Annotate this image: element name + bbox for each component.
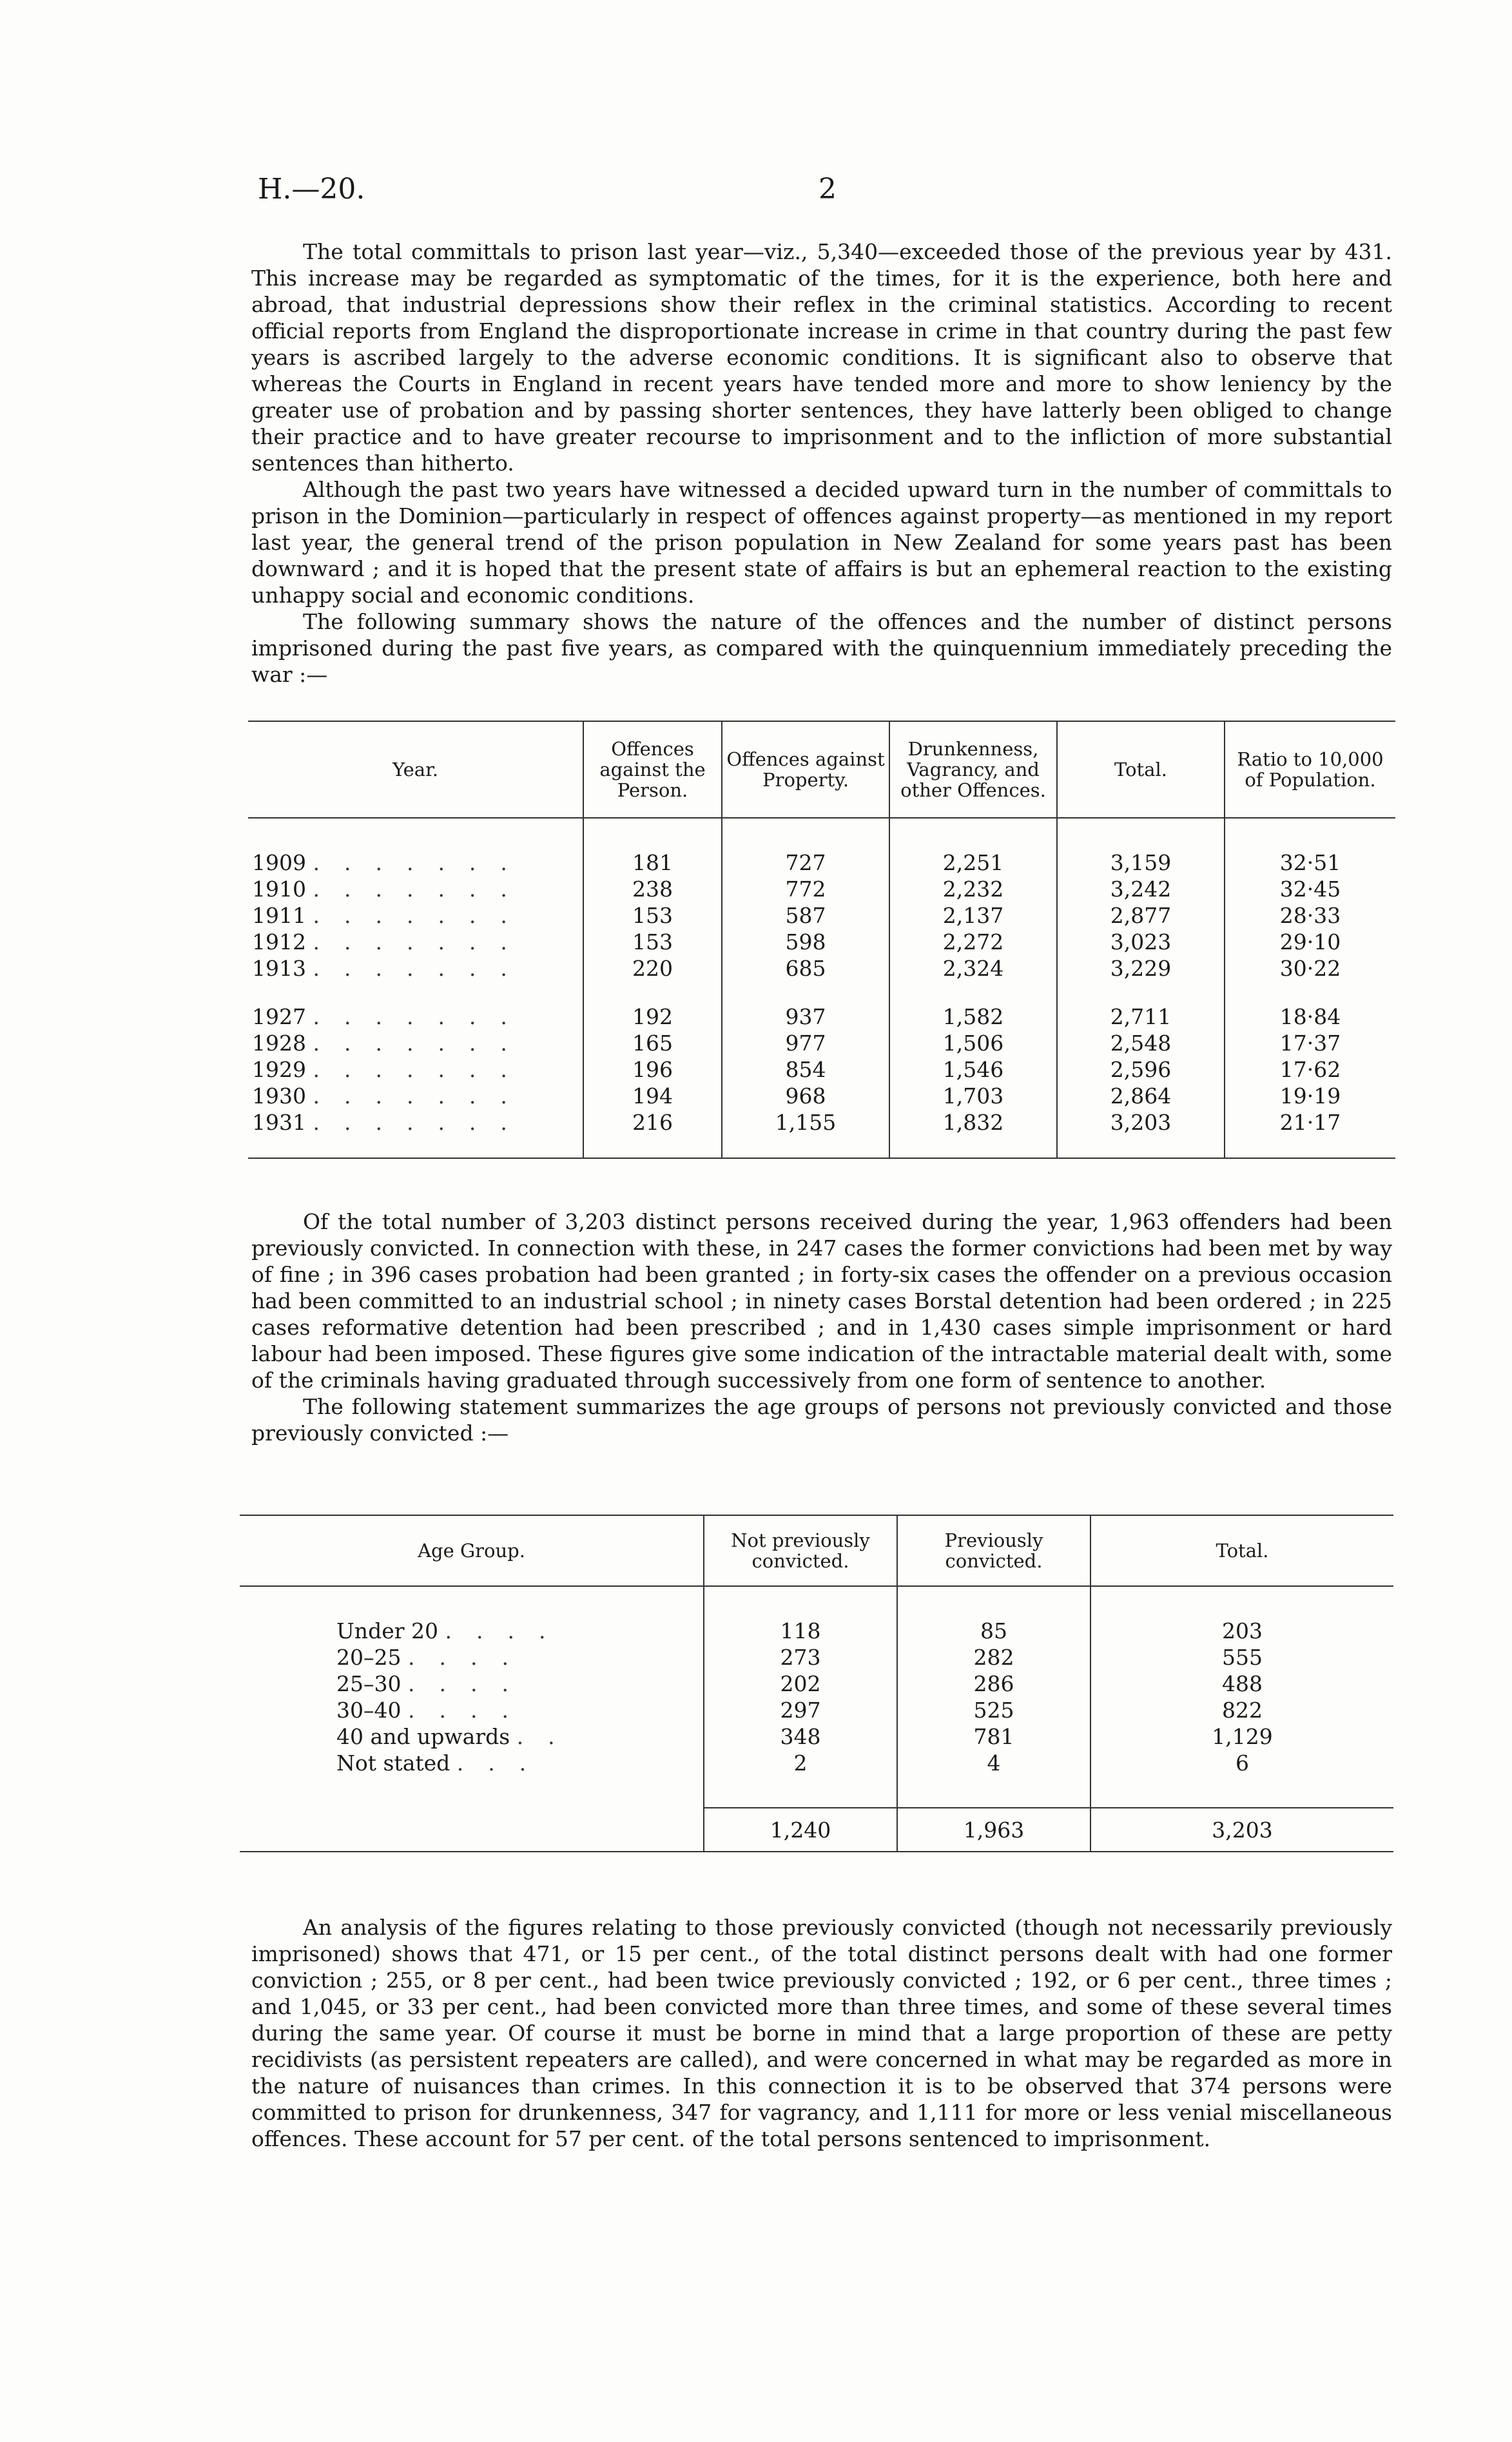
age-group-cell: 40 and upwards	[336, 1724, 510, 1749]
column-header: Ratio to 10,000 of Population.	[1225, 721, 1395, 818]
table-cell: 854	[722, 1056, 889, 1083]
table-header-row	[240, 1515, 1393, 1586]
paragraph-previous-convictions: Of the total number of 3,203 distinct persons received during the year, 1,963 offenders had been previously convicted. In connection with these, in 247 cases the former convictions had been met by way of fine ; in 396 cases probation had been granted ; in forty-six cases the offender on a previous occasion had been committed to an industrial school ; in ninety cases Borstal detention had been ordered ; in 225 cases reformative detention had been prescribed ; and in 1,430 cases simple imprisonment or hard labour had been imposed. These figures give some indication of the intractable material dealt with, some of the criminals having graduated through successively from one form of sentence to another.	[251, 1209, 1392, 1393]
age-group-cell: 20–25	[336, 1645, 402, 1670]
table-cell: 587	[722, 902, 889, 929]
age-group-cell: Under 20	[336, 1618, 438, 1643]
table-cell: 348	[704, 1723, 897, 1750]
age-group-cell: 25–30	[336, 1671, 402, 1696]
column-header: Age Group.	[418, 1540, 525, 1562]
table-row: 1929 ....... 196 854 1,546 2,596 17·62	[248, 1056, 1395, 1083]
year-cell: 1929	[252, 1057, 306, 1082]
table-cell: 17·62	[1225, 1056, 1395, 1083]
table-cell: 28·33	[1225, 902, 1395, 929]
table-cell: 2,137	[889, 902, 1057, 929]
table-row: 1910 ....... 238 772 2,232 3,242 32·45	[248, 876, 1395, 902]
table-row: 30–40 .... 297 525 822	[240, 1697, 1393, 1723]
closing-text	[251, 1914, 1392, 2152]
total-cell: 1,963	[897, 1808, 1090, 1852]
column-header: Offences against Property.	[722, 721, 889, 818]
table-cell: 19·19	[1225, 1083, 1395, 1109]
table-cell: 685	[722, 955, 889, 982]
table-cell: 781	[897, 1723, 1090, 1750]
table-row: 1928 ....... 165 977 1,506 2,548 17·37	[248, 1030, 1395, 1056]
year-cell: 1913	[252, 956, 306, 981]
table-cell: 977	[722, 1030, 889, 1056]
table-cell: 2,711	[1057, 1003, 1225, 1030]
table-cell: 32·51	[1225, 849, 1395, 876]
column-header: Offences against the Person.	[583, 721, 722, 818]
table-cell: 297	[704, 1697, 897, 1723]
offences-table	[248, 721, 1395, 1159]
intro-text	[251, 238, 1392, 688]
table-cell: 6	[1090, 1750, 1393, 1776]
table-cell: 1,129	[1090, 1723, 1393, 1750]
year-cell: 1928	[252, 1031, 306, 1056]
table-cell: 1,506	[889, 1030, 1057, 1056]
table-cell: 196	[583, 1056, 722, 1083]
table-cell: 1,582	[889, 1003, 1057, 1030]
column-header: Previously convicted.	[897, 1515, 1090, 1586]
table-cell: 4	[897, 1750, 1090, 1776]
table-row: 40 and upwards .. 348 781 1,129	[240, 1723, 1393, 1750]
age-group-cell: 30–40	[336, 1698, 402, 1723]
table-cell: 2,548	[1057, 1030, 1225, 1056]
middle-text	[251, 1208, 1392, 1446]
year-cell: 1931	[252, 1110, 306, 1135]
paragraph-trend: Although the past two years have witnessed a decided upward turn in the number of committals to prison in the Dominion—particularly in respect of offences against property—as mentioned in my report last year, the general trend of the prison population in New Zealand for some years past has been downward ; and it is hoped that the present state of affairs is but an ephemeral reaction to the existing unhappy social and economic conditions.	[251, 477, 1392, 608]
table-cell: 1,155	[722, 1109, 889, 1136]
table-cell: 525	[897, 1697, 1090, 1723]
table-cell: 822	[1090, 1697, 1393, 1723]
table-row: Under 20 .... 118 85 203	[240, 1618, 1393, 1644]
table-cell: 727	[722, 849, 889, 876]
table-cell: 220	[583, 955, 722, 982]
table-cell: 273	[704, 1644, 897, 1671]
table-cell: 2,877	[1057, 902, 1225, 929]
table-cell: 2,324	[889, 955, 1057, 982]
table-cell: 968	[722, 1083, 889, 1109]
table-cell: 1,546	[889, 1056, 1057, 1083]
table-cell: 238	[583, 876, 722, 902]
paragraph-age-intro: The following statement summarizes the age groups of persons not previously convicted and those previously convicted :—	[251, 1394, 1392, 1446]
table-cell: 3,023	[1057, 929, 1225, 955]
table-row: 20–25 .... 273 282 555	[240, 1644, 1393, 1671]
page-number: 2	[819, 173, 837, 206]
table-cell: 181	[583, 849, 722, 876]
age-group-table	[240, 1515, 1393, 1852]
table-cell: 3,159	[1057, 849, 1225, 876]
table-cell: 2	[704, 1750, 897, 1776]
table-cell: 21·17	[1225, 1109, 1395, 1136]
table-cell: 1,832	[889, 1109, 1057, 1136]
table-cell: 203	[1090, 1618, 1393, 1644]
year-cell: 1910	[252, 877, 306, 902]
table-row: 1931 ....... 216 1,155 1,832 3,203 21·17	[248, 1109, 1395, 1136]
total-cell: 3,203	[1090, 1808, 1393, 1852]
table-row: 1930 ....... 194 968 1,703 2,864 19·19	[248, 1083, 1395, 1109]
table-cell: 85	[897, 1618, 1090, 1644]
table-cell: 555	[1090, 1644, 1393, 1671]
paragraph-analysis: An analysis of the figures relating to those previously convicted (though not necessarily previously imprisoned) shows that 471, or 15 per cent., of the total distinct persons dealt with had one former conviction ; 255, or 8 per cent., had been twice previously convicted ; 192, or 6 per cent., three times ; and 1,045, or 33 per cent., had been convicted more than three times, and some of these several times during the same year. Of course it must be borne in mind that a large proportion of these are petty recidivists (as persistent repeaters are called), and were concerned in what may be regarded as more in the nature of nuisances than crimes. In this connection it is to be observed that 374 persons were committed to prison for drunkenness, 347 for vagrancy, and 1,111 for more or less venial miscellaneous offences. These account for 57 per cent. of the total persons sentenced to imprisonment.	[251, 1915, 1392, 2151]
document-id: H.—20.	[258, 173, 365, 206]
table-cell: 118	[704, 1618, 897, 1644]
year-cell: 1909	[252, 850, 306, 875]
column-header: Drunkenness, Vagrancy, and other Offences.	[889, 721, 1057, 818]
table-cell: 18·84	[1225, 1003, 1395, 1030]
table-cell: 488	[1090, 1671, 1393, 1697]
year-cell: 1911	[252, 903, 306, 928]
table-cell: 3,203	[1057, 1109, 1225, 1136]
page-header	[251, 173, 1418, 211]
table-cell: 3,229	[1057, 955, 1225, 982]
table-row: 1927 ....... 192 937 1,582 2,711 18·84	[248, 1003, 1395, 1030]
column-header: Year.	[393, 759, 438, 780]
table-cell: 3,242	[1057, 876, 1225, 902]
table-cell: 1,703	[889, 1083, 1057, 1109]
table-cell: 192	[583, 1003, 722, 1030]
table-cell: 153	[583, 902, 722, 929]
table-row: 1913 ....... 220 685 2,324 3,229 30·22	[248, 955, 1395, 982]
table-cell: 2,596	[1057, 1056, 1225, 1083]
table-cell: 937	[722, 1003, 889, 1030]
table-cell: 772	[722, 876, 889, 902]
table-row: 1909 ....... 181 727 2,251 3,159 32·51	[248, 849, 1395, 876]
table-cell: 32·45	[1225, 876, 1395, 902]
total-cell: 1,240	[704, 1808, 897, 1852]
table-row: 25–30 .... 202 286 488	[240, 1671, 1393, 1697]
table-cell: 2,272	[889, 929, 1057, 955]
table-cell: 216	[583, 1109, 722, 1136]
table-cell: 29·10	[1225, 929, 1395, 955]
table-row: Not stated ... 2 4 6	[240, 1750, 1393, 1776]
table-row: 1912 ....... 153 598 2,272 3,023 29·10	[248, 929, 1395, 955]
table-cell: 286	[897, 1671, 1090, 1697]
table-cell: 30·22	[1225, 955, 1395, 982]
table-header-row	[248, 721, 1395, 818]
year-cell: 1927	[252, 1004, 306, 1029]
table-cell: 282	[897, 1644, 1090, 1671]
age-group-cell: Not stated	[336, 1750, 451, 1776]
paragraph-committals: The total committals to prison last year—viz., 5,340—exceeded those of the previous year by 431. This increase may be regarded as symptomatic of the times, for it is the experience, both here and abroad, that industrial depressions show their reflex in the criminal statistics. According to recent official reports from England the disproportionate increase in crime in that country during the past few years is ascribed largely to the adverse economic conditions. It is significant also to observe that whereas the Courts in England in recent years have tended more and more to show leniency by the greater use of probation and by passing shorter sentences, they have latterly been obliged to change their practice and to have greater recourse to imprisonment and to the infliction of more substantial sentences than hitherto.	[251, 239, 1392, 476]
table-cell: 2,864	[1057, 1083, 1225, 1109]
table-cell: 194	[583, 1083, 722, 1109]
table-cell: 202	[704, 1671, 897, 1697]
table-cell: 153	[583, 929, 722, 955]
column-header: Total.	[1057, 721, 1225, 818]
table-cell: 17·37	[1225, 1030, 1395, 1056]
column-header: Not previously convicted.	[704, 1515, 897, 1586]
table-cell: 598	[722, 929, 889, 955]
paragraph-summary-intro: The following summary shows the nature of the offences and the number of distinct persons imprisoned during the past five years, as compared with the quinquennium immediately preceding the war :—	[251, 609, 1392, 687]
table-cell: 165	[583, 1030, 722, 1056]
column-header: Total.	[1090, 1515, 1393, 1586]
year-cell: 1930	[252, 1083, 306, 1109]
table-cell: 2,251	[889, 849, 1057, 876]
table-cell: 2,232	[889, 876, 1057, 902]
year-cell: 1912	[252, 929, 306, 955]
table-row: 1911 ....... 153 587 2,137 2,877 28·33	[248, 902, 1395, 929]
totals-row	[240, 1808, 1393, 1852]
